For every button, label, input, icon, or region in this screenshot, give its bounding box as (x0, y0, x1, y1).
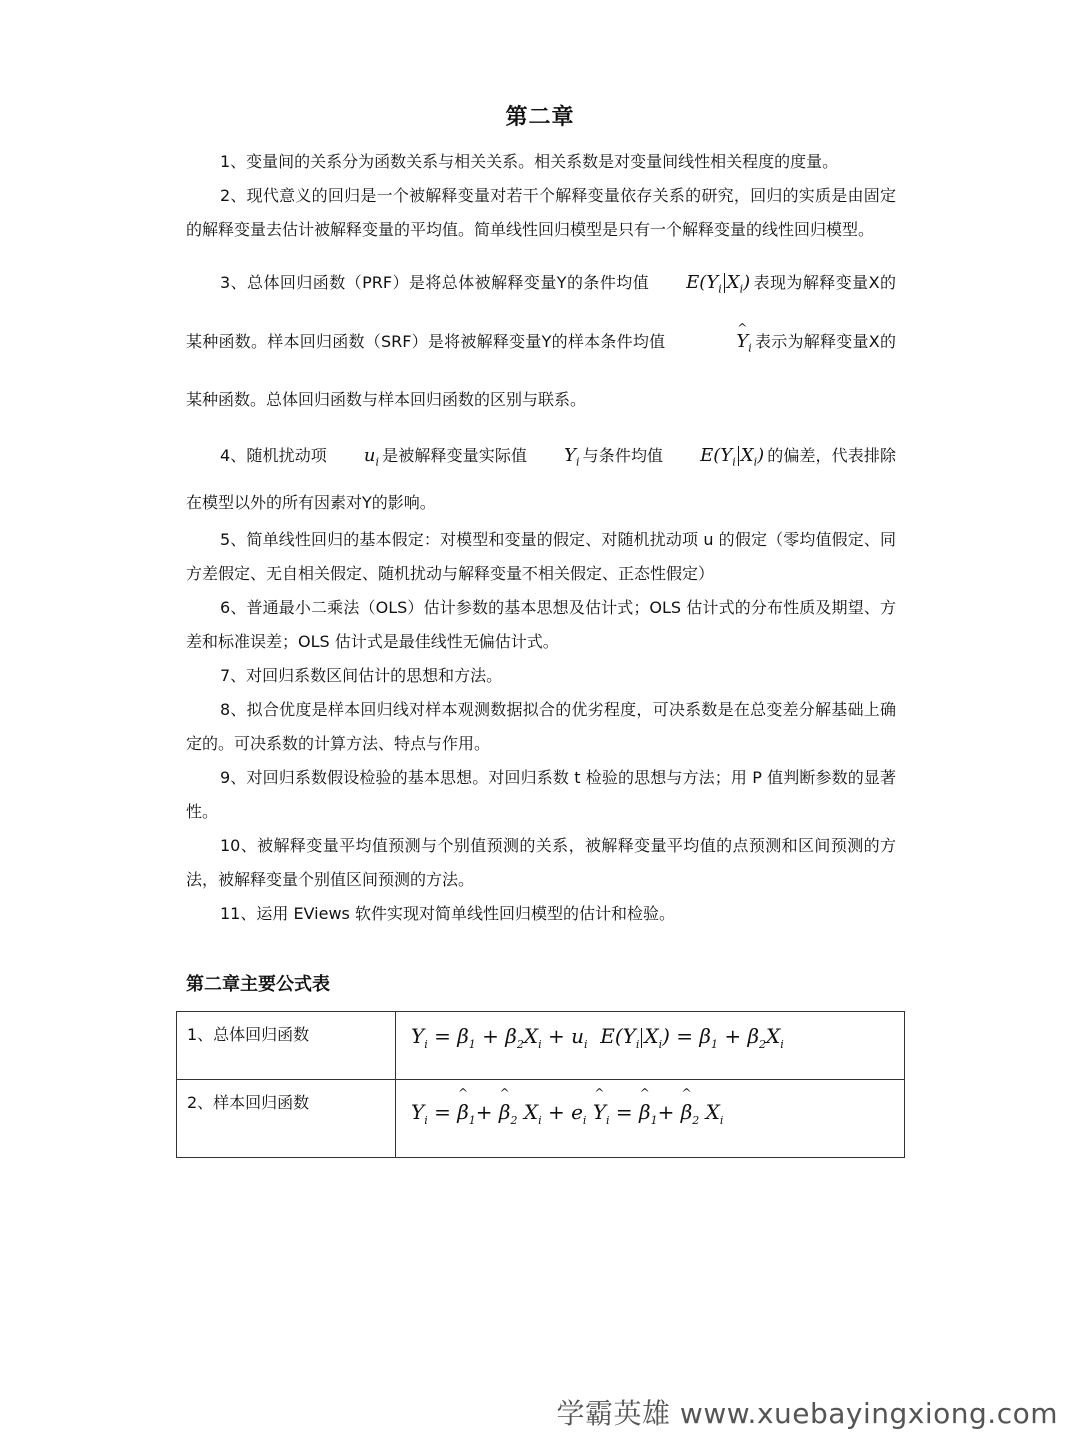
row-label: 2、样本回归函数 (177, 1080, 396, 1158)
paragraph-4-part-b: 是被解释变量实际值 (382, 446, 528, 466)
table-row (177, 1080, 905, 1158)
paragraph-11: 11、运用 EViews 软件实现对简单线性回归模型的估计和检验。 (220, 903, 675, 923)
paragraph-1: 1、变量间的关系分为函数关系与相关关系。相关系数是对变量间线性相关程度的度量。 (220, 152, 839, 171)
paragraph-4-part-d: 的偏差，代表排除在模型以外的所有因素对Y的影响。 (186, 446, 896, 512)
paragraph-7: 7、对回归系数区间估计的思想和方法。 (220, 665, 503, 685)
prf-formula-cell (396, 1012, 905, 1080)
paragraph-3-part-c: 表示为解释变量X的某种函数。总体回归函数与样本回归函数的区别与联系。 (186, 331, 896, 410)
row-label: 1、总体回归函数 (177, 1012, 396, 1080)
paragraph-4-part-c: 与条件均值 (582, 446, 664, 466)
paragraph-3 (186, 257, 896, 426)
paragraph-8: 8、拟合优度是样本回归线对样本观测数据拟合的优劣程度，可决系数是在总变差分解基础上确定的。可决系数的计算方法、特点与作用。 (186, 699, 896, 753)
formula-table-title: 第二章主要公式表 (186, 974, 330, 995)
watermark-footer: 学霸英雄 www.xuebayingxiong.com (556, 1397, 1058, 1430)
chapter-summary (186, 145, 896, 931)
paragraph-3-part-a: 3、总体回归函数（PRF）是将总体被解释变量Y的条件均值 (220, 273, 650, 292)
disturbance-term-formula: $u_i$ (363, 445, 380, 469)
paragraph-10: 10、被解释变量平均值预测与个别值预测的关系，被解释变量平均值的点预测和区间预测的方法，被解释变量个别值区间预测的方法。 (186, 835, 896, 889)
srf-formula: $Y_i = \beta$ ^ $_1$+ β ^ $_2$ $X_i + e_i$ Y ^ $_i$ = β ^ $_1$+ β ^ $_2$ $X_i$ (411, 1086, 724, 1127)
paragraph-9: 9、对回归系数假设检验的基本思想。对回归系数 t 检验的思想与方法；用 P 值判断参数的显著性。 (186, 767, 896, 821)
paragraph-4-part-a: 4、随机扰动项 (220, 446, 327, 466)
actual-value-formula: $Y_i$ (564, 445, 580, 469)
chapter-title: 第二章 (505, 105, 575, 130)
paragraph-4 (186, 436, 896, 523)
formula-table (176, 1011, 905, 1158)
paragraph-6: 6、普通最小二乘法（OLS）估计参数的基本思想及估计式；OLS 估计式的分布性质及期望、方差和标准误差；OLS 估计式是最佳线性无偏估计式。 (186, 597, 896, 651)
paragraph-3-part-b: 表现为解释变量X的某种函数。样本回归函数（SRF）是将被解释变量Y的样本条件均值 (186, 273, 896, 351)
srf-formula-cell (396, 1080, 905, 1158)
srf-conditional-mean-formula: Y ^ $_i$ (736, 320, 752, 355)
prf-conditional-mean-formula: $E(Y_i$ $X_i$) (686, 272, 751, 296)
table-row (177, 1012, 905, 1080)
paragraph-2: 2、现代意义的回归是一个被解释变量对若干个解释变量依存关系的研究，回归的实质是由固定的解释变量去估计被解释变量的平均值。简单线性回归模型是只有一个解释变量的线性回归模型。 (186, 186, 896, 239)
conditional-mean-formula: $E(Y_i$ $X_i$) (700, 445, 765, 469)
paragraph-5: 5、简单线性回归的基本假定：对模型和变量的假定、对随机扰动项 u 的假定（零均值假定、同方差假定、无自相关假定、随机扰动与解释变量不相关假定、正态性假定） (186, 529, 896, 583)
prf-formula: $Y_i = \beta_1 + \beta_2X_i + u_i$ $E(Y_i$ $X_i) = \beta_1 + \beta_2X_i$ (411, 1024, 784, 1051)
